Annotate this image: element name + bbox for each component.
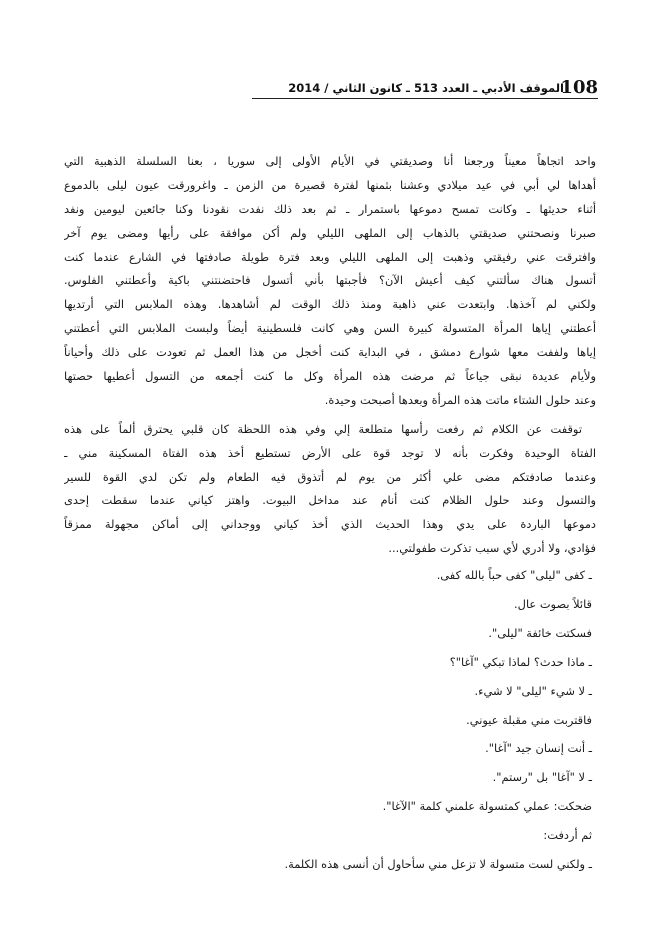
text-line-last: فؤادي، ولا أدري لأي سبب تذكرت طفولتي... xyxy=(388,541,596,556)
text-line: أهداها لي أبي في عيد ميلادي وعشنا بثمنها لفترة قصيرة من الزمن ـ واغرورقت عيون ليلى بالدموع xyxy=(64,177,596,192)
text-line: أثناء حديثها ـ وكانت تمسح دموعها باستمرار ـ ثم بعد ذلك نفدت نقودنا وكنا جائعين ليومين ونفد xyxy=(64,201,596,216)
journal-issue-title: الموقف الأدبي ـ العدد 513 ـ كانون الثاني / 2014 xyxy=(288,81,564,95)
dialogue-line: ضحكت: عملي كمتسولة علمني كلمة "الآغا". xyxy=(382,799,592,814)
dialogue-line: فسكتت خائفة "ليلى". xyxy=(488,625,592,640)
text-line: توقفت عن الكلام ثم رفعت رأسها متطلعة إلي وفي هذه اللحظة كان قلبي يحترق ألماً على هذه xyxy=(64,421,582,436)
text-line: واحد اتجاهاً معيناً ورجعنا أنا وصديقتي في الأيام الأولى إلى سوريا ، بعنا السلسلة الذهبية التي xyxy=(64,154,596,168)
page-number: 108 xyxy=(560,77,598,98)
dialogue-block xyxy=(64,561,596,879)
text-line: الفتاة الوحيدة وفكرت بأنه لا توجد قوة على الأرض تستطيع أخذ هذه الفتاة المسكينة مني ـ xyxy=(64,445,596,460)
text-line: أعطتني إياها المرأة المتسولة كبيرة السن وهي كانت فلسطينية أيضاً ولبست الملابس التي أعطتني xyxy=(64,321,596,336)
paragraph-2 xyxy=(64,418,596,561)
text-line: صبرنا ونصحتني صديقتي بالذهاب إلى الملهى الليلي ولم أكن موافقة على رأيها ومضى يوم آخر xyxy=(64,225,596,240)
paragraph-1 xyxy=(64,150,596,413)
text-line: ولكني لم آخذها. وابتعدت عني ذاهبة ومنذ ذلك الوقت لم أشاهدها. وهذه الملابس التي أرتديها xyxy=(64,297,596,312)
dialogue-line: ـ لا شيء "ليلى" لا شيء. xyxy=(474,683,592,698)
text-line: دموعها الباردة على يدي وهذا الحديث الذي أخذ كياني ووجداني إلى أماكن مجهولة ممزقاً xyxy=(64,517,596,532)
text-line: أتسول هناك سألتني كيف أعيش الآن؟ فأجبتها بأني أتسول فاحتضنتني باكية وأعطتني الفلوس. xyxy=(64,273,596,288)
text-line: والتسول وعند حلول الظلام كنت أنام عند مداخل البيوت. واهتز كياني عندما سقطت إحدى xyxy=(64,493,596,508)
dialogue-line: ـ ولكني لست متسولة لا تزعل مني سأحاول أن أنسى هذه الكلمة. xyxy=(284,857,592,872)
page-header xyxy=(252,76,598,102)
header-rule xyxy=(252,98,598,99)
text-line: وعندما صادفتكم مضى علي أكثر من يوم لم أتذوق فيه الطعام ولم تكن لدي القوة للسير xyxy=(64,469,596,484)
text-line: ولأيام عديدة نبقى جياعاً ثم مرضت هذه المرأة وكل ما كنت أجمعه من التسول أعطيها حصتها xyxy=(64,369,596,384)
dialogue-line: ـ لا "آغا" بل "رستم". xyxy=(492,770,592,785)
dialogue-line: فاقتربت مني مقبلة عيوني. xyxy=(466,712,592,727)
text-line: إياها ولففت معها شوارع دمشق ، في البداية كنت أخجل من هذا العمل ثم تعودت على ذلك وأحياناً xyxy=(64,345,596,360)
dialogue-line: قائلاً بصوت عال. xyxy=(514,597,592,612)
text-line: وافترقت عني رفيقتي وذهبت إلى الملهى الليلي وبعد فترة طويلة صادفتها في الشارع عندما كنت xyxy=(64,249,596,264)
article-body xyxy=(64,150,596,879)
dialogue-line: ـ ماذا حدث؟ لماذا تبكي "آغا"؟ xyxy=(449,654,592,669)
dialogue-line: ـ كفى "ليلى" كفى حباً بالله كفى. xyxy=(436,568,592,583)
dialogue-line: ـ أنت إنسان جيد "آغا". xyxy=(485,741,592,756)
text-line-last: وعند حلول الشتاء ماتت هذه المرأة وبعدها أصبحت وحيدة. xyxy=(324,392,596,407)
dialogue-line: ثم أردفت: xyxy=(543,828,592,843)
